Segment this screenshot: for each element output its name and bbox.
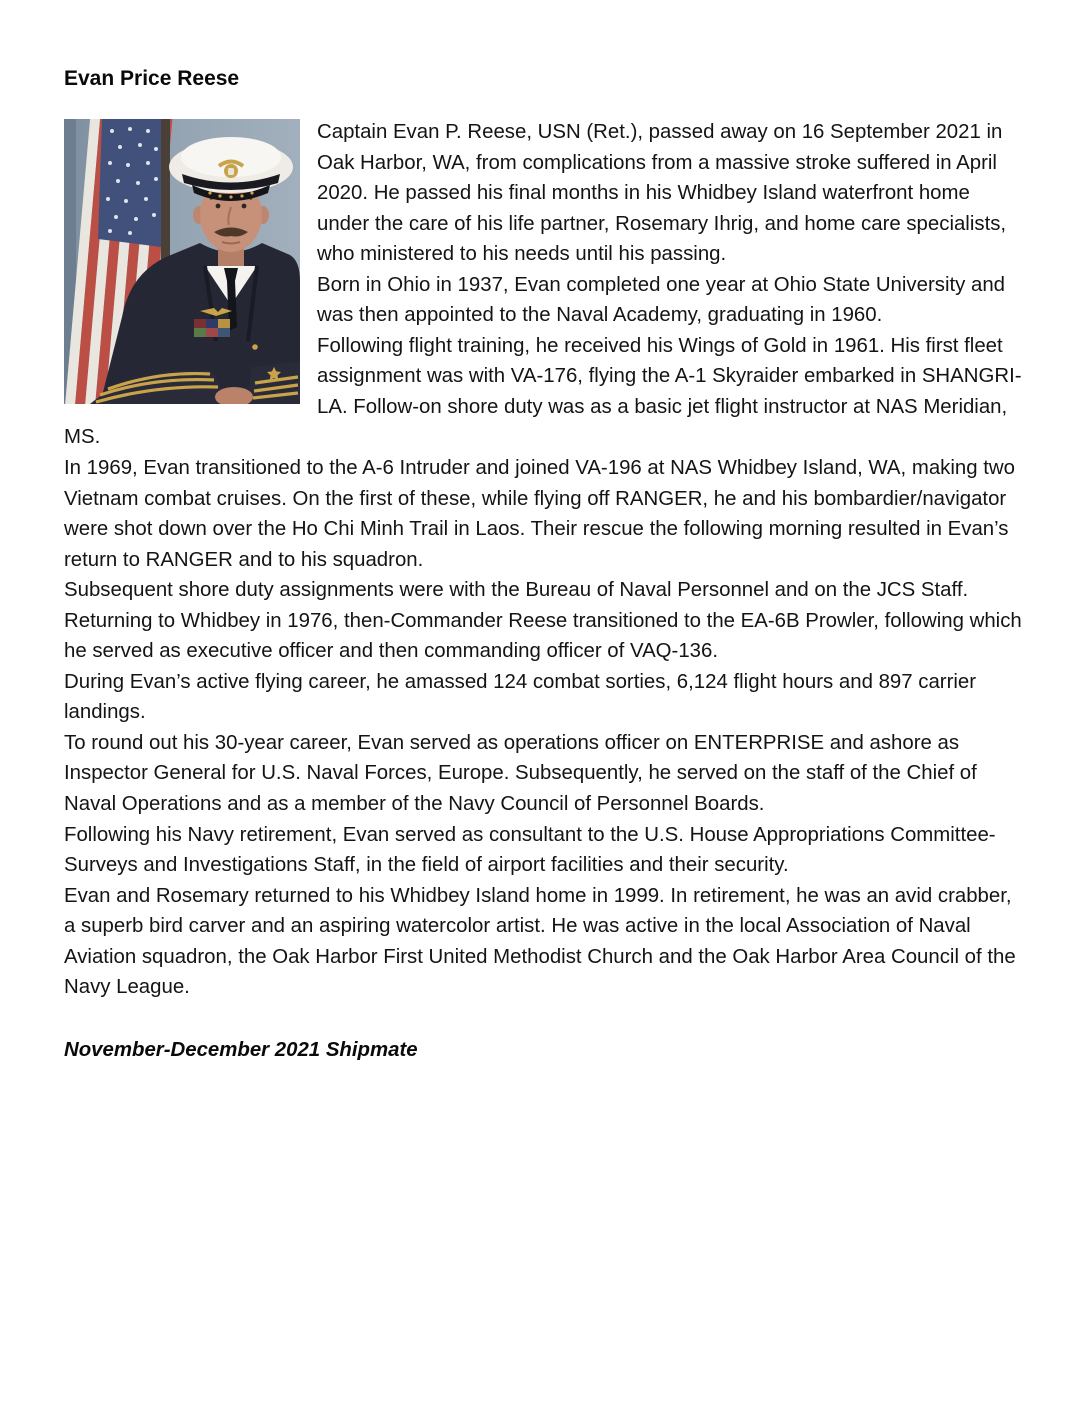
paragraph-9: Following his Navy retirement, Evan served as consultant to the U.S. House Appropriations Committee-Surveys and Investigations Staff, in the field of airport facilities and their security. xyxy=(64,823,996,877)
paragraph-8: To round out his 30-year career, Evan served as operations officer on ENTERPRISE and ashore as Inspector General for U.S. Naval Forces, Europe. Subsequently, he served on the staff of the Chief of Naval Operations and as a member of the Navy Council of Personnel Boards. xyxy=(64,731,977,816)
paragraph-2: Born in Ohio in 1937, Evan completed one year at Ohio State University and was then appointed to the Naval Academy, graduating in 1960. xyxy=(317,273,1006,327)
portrait-photo xyxy=(64,119,300,404)
paragraph-7: During Evan’s active flying career, he amassed 124 combat sorties, 6,124 flight hours and 897 carrier landings. xyxy=(64,670,977,724)
source-citation: November-December 2021 Shipmate xyxy=(64,1038,418,1061)
paragraph-4: In 1969, Evan transitioned to the A-6 Intruder and joined VA-196 at NAS Whidbey Island, WA, making two Vietnam combat cruises. On the first of these, while flying off RANGER, he and his bombardier/navigator were shot down over the Ho Chi Minh Trail in Laos. Their rescue the following morning resulted in Evan’s return to RANGER and to his squadron. xyxy=(64,457,1015,571)
paragraph-6: Returning to Whidbey in 1976, then-Commander Reese transitioned to the EA-6B Prowler, following which he served as executive officer and then commanding officer of VAQ-136. xyxy=(64,609,1022,663)
portrait-illustration xyxy=(64,119,300,404)
obituary-body xyxy=(64,117,1022,1003)
ribbon-rack xyxy=(194,319,230,337)
paragraph-5: Subsequent shore duty assignments were with the Bureau of Naval Personnel and on the JCS Staff. xyxy=(64,579,969,602)
paragraph-10: Evan and Rosemary returned to his Whidbey Island home in 1999. In retirement, he was an avid crabber, a superb bird carver and an aspiring watercolor artist. He was active in the local Association of Naval Aviation squadron, the Oak Harbor First United Methodist Church and the Oak Harbor Area Council of the Navy League. xyxy=(64,884,1016,999)
paragraph-3: Following flight training, he received his Wings of Gold in 1961. His first fleet assignment was with VA-176, flying the A-1 Skyraider embarked in SHANGRI-LA. Follow-on shore duty was as a basic jet flight instructor at NAS Meridian, MS. xyxy=(64,334,1022,449)
page-title: Evan Price Reese xyxy=(64,67,240,90)
paragraph-1: Captain Evan P. Reese, USN (Ret.), passed away on 16 September 2021 in Oak Harbor, WA, from complications from a massive stroke suffered in April 2020. He passed his final months in his Whidbey Island waterfront home under the care of his life partner, Rosemary Ihrig, and home care specialists, who ministered to his needs until his passing. xyxy=(317,121,1007,266)
